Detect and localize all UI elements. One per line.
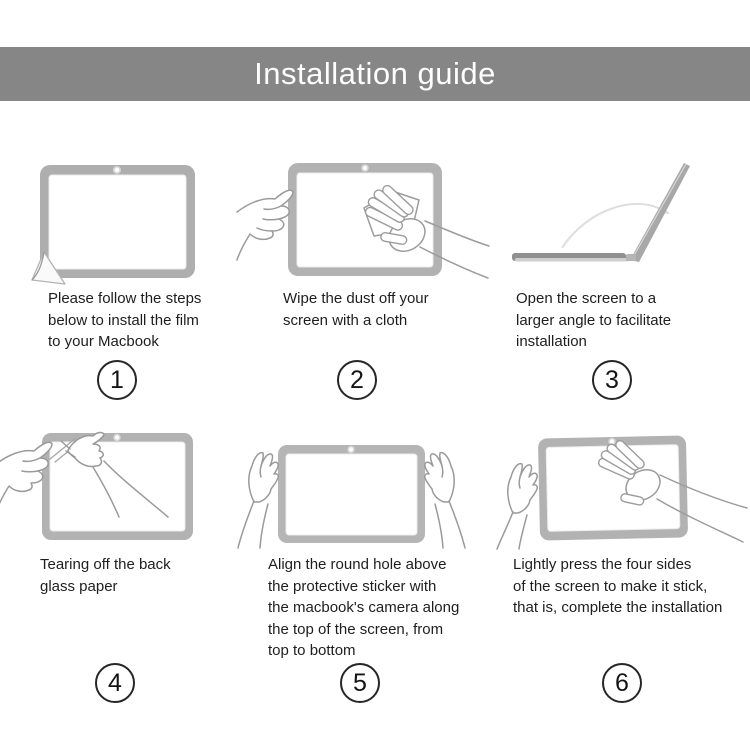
camera-dot [348,447,354,453]
step-4-caption [40,554,171,597]
right-pinch-hand-icon [425,453,465,548]
step-number: 2 [350,365,364,394]
caption-line: Open the screen to a [516,290,657,307]
tablet-bezel [40,165,195,278]
step-number: 5 [353,668,367,697]
left-pinch-hand-icon [238,453,278,548]
camera-dot [362,165,368,171]
step-1-caption [48,288,201,353]
step-1-number-badge [97,360,137,400]
step-4-illustration tear-backing-icon [0,420,250,550]
step-5-illustration align-film-icon [230,420,510,552]
caption-line: installation [516,333,587,351]
tablet-bezel [288,163,442,276]
caption-line: Wipe the dust off your [283,290,429,307]
caption-line: Please follow the steps [48,290,202,307]
step-4-number-badge [95,663,135,703]
step-6-caption [513,554,722,619]
caption-line: screen with a cloth [283,311,408,329]
camera-dot [114,435,120,441]
step-number: 4 [108,668,122,697]
camera-dot [114,167,120,173]
step-2-caption [283,288,429,331]
step-5-number-badge [340,663,380,703]
laptop-screen [626,163,690,262]
caption-line: the top of the screen, from [268,620,444,638]
tablet-bezel [278,445,425,543]
caption-line: that is, complete the installation [513,599,723,617]
caption-line: top to bottom [268,642,356,660]
step-number: 3 [605,365,619,394]
left-hand-icon [497,464,537,549]
step-6-illustration press-sides-icon [483,415,750,550]
left-hand-icon [237,190,293,260]
caption-line: glass paper [40,577,118,595]
laptop-base [512,253,629,262]
caption-line: Lightly press the four sides [513,556,692,573]
installation-guide-banner [0,47,750,101]
caption-line: larger angle to facilitate [516,311,672,329]
tablet-bezel [42,433,193,540]
step-number: 6 [615,668,629,697]
caption-line: the macbook's camera along [268,599,460,617]
step-2-number-badge [337,360,377,400]
caption-line: below to install the film [48,311,199,329]
page-title: Installation guide [254,56,496,91]
step-number: 1 [110,365,124,394]
step-6-number-badge [602,663,642,703]
step-3-number-badge [592,360,632,400]
step-2-illustration wipe-screen-icon [235,148,495,283]
step-5-caption [268,554,459,662]
caption-line: Align the round hole above [268,556,447,573]
caption-line: to your Macbook [48,333,159,351]
caption-line: of the screen to make it stick, [513,577,708,595]
step-3-illustration open-laptop-icon [490,150,750,285]
caption-line: the protective sticker with [268,577,437,595]
caption-line: Tearing off the back [40,556,171,573]
step-1-illustration macbook-film-peel-icon [28,150,233,286]
step-3-caption [516,288,671,353]
